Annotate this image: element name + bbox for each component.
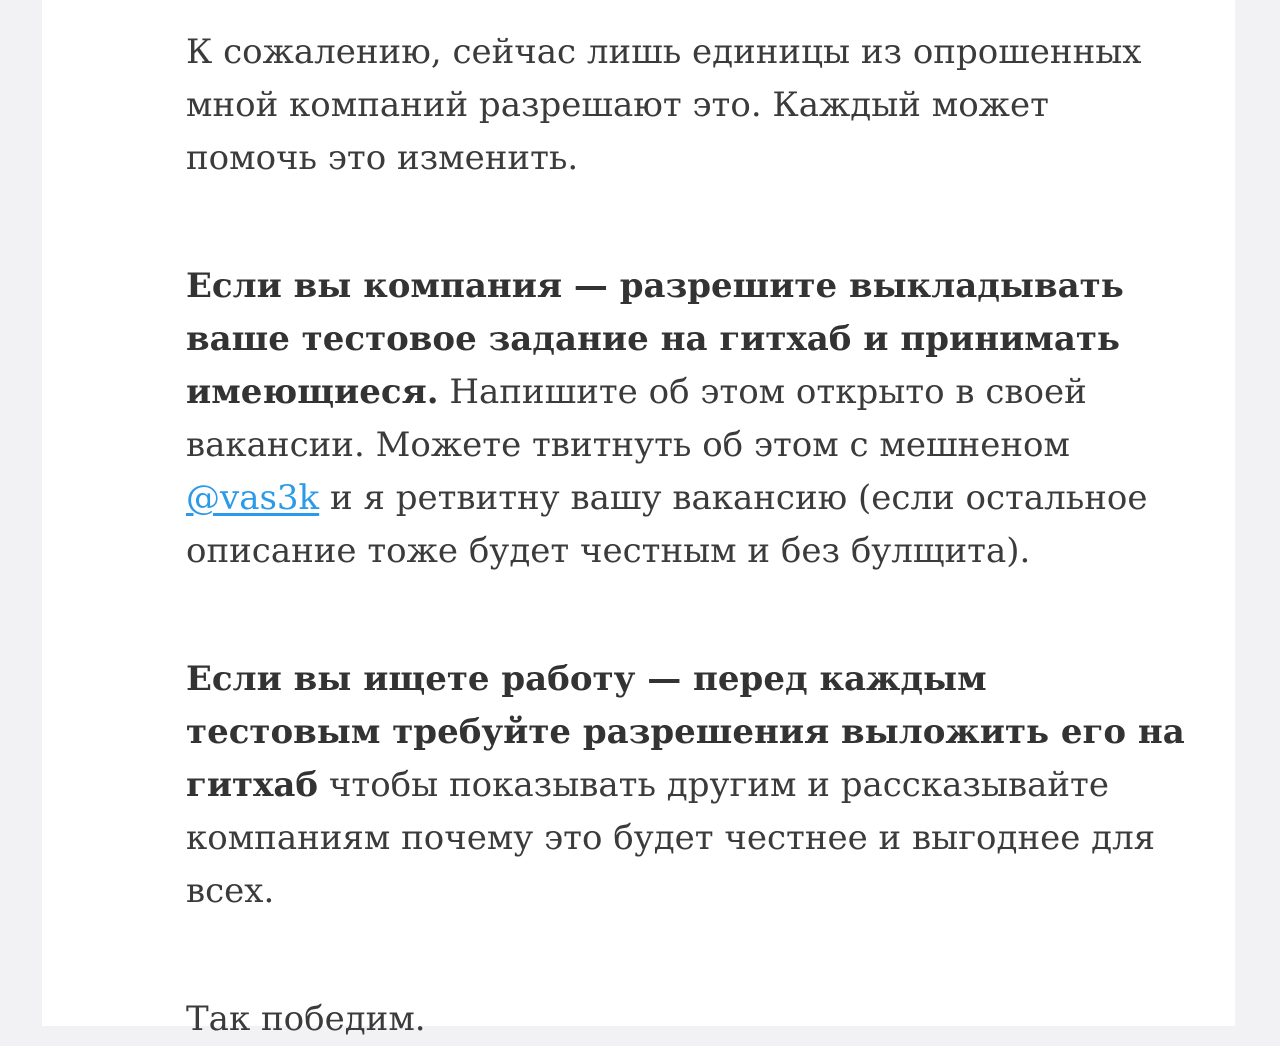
paragraph-text: чтобы показывать другим и рассказывайте компаниям почему это будет честнее и выгоднее для всех. (186, 765, 1156, 911)
paragraph-for-job-seekers (186, 653, 1186, 918)
paragraph-limited-companies (186, 26, 1186, 185)
paragraph-text: и я ретвитну вашу вакансию (если остальное описание тоже будет честным и без булщита). (186, 478, 1148, 571)
article-card (42, 0, 1235, 1039)
twitter-mention-link[interactable]: @vas3k (186, 478, 320, 518)
paragraph-conclusion (186, 993, 1186, 1046)
article-body (186, 26, 1186, 1046)
paragraph-text: К сожалению, сейчас лишь единицы из опрошенных мной компаний разрешают это. Каждый может помочь это изменить. (186, 32, 1142, 178)
paragraph-text: Напишите об этом открыто в своей вакансии. Можете твитнуть об этом с мешненом (186, 372, 1087, 465)
paragraph-text: Так победим. (186, 999, 426, 1039)
paragraph-for-companies (186, 260, 1186, 578)
bold-lead-job-seekers: Если вы ищете работу — перед каждым тестовым требуйте разрешения выложить его на гитхаб (186, 659, 1185, 805)
bold-lead-companies: Если вы компания — разрешите выкладывать ваше тестовое задание на гитхаб и принимать имеющиеся. (186, 266, 1124, 412)
